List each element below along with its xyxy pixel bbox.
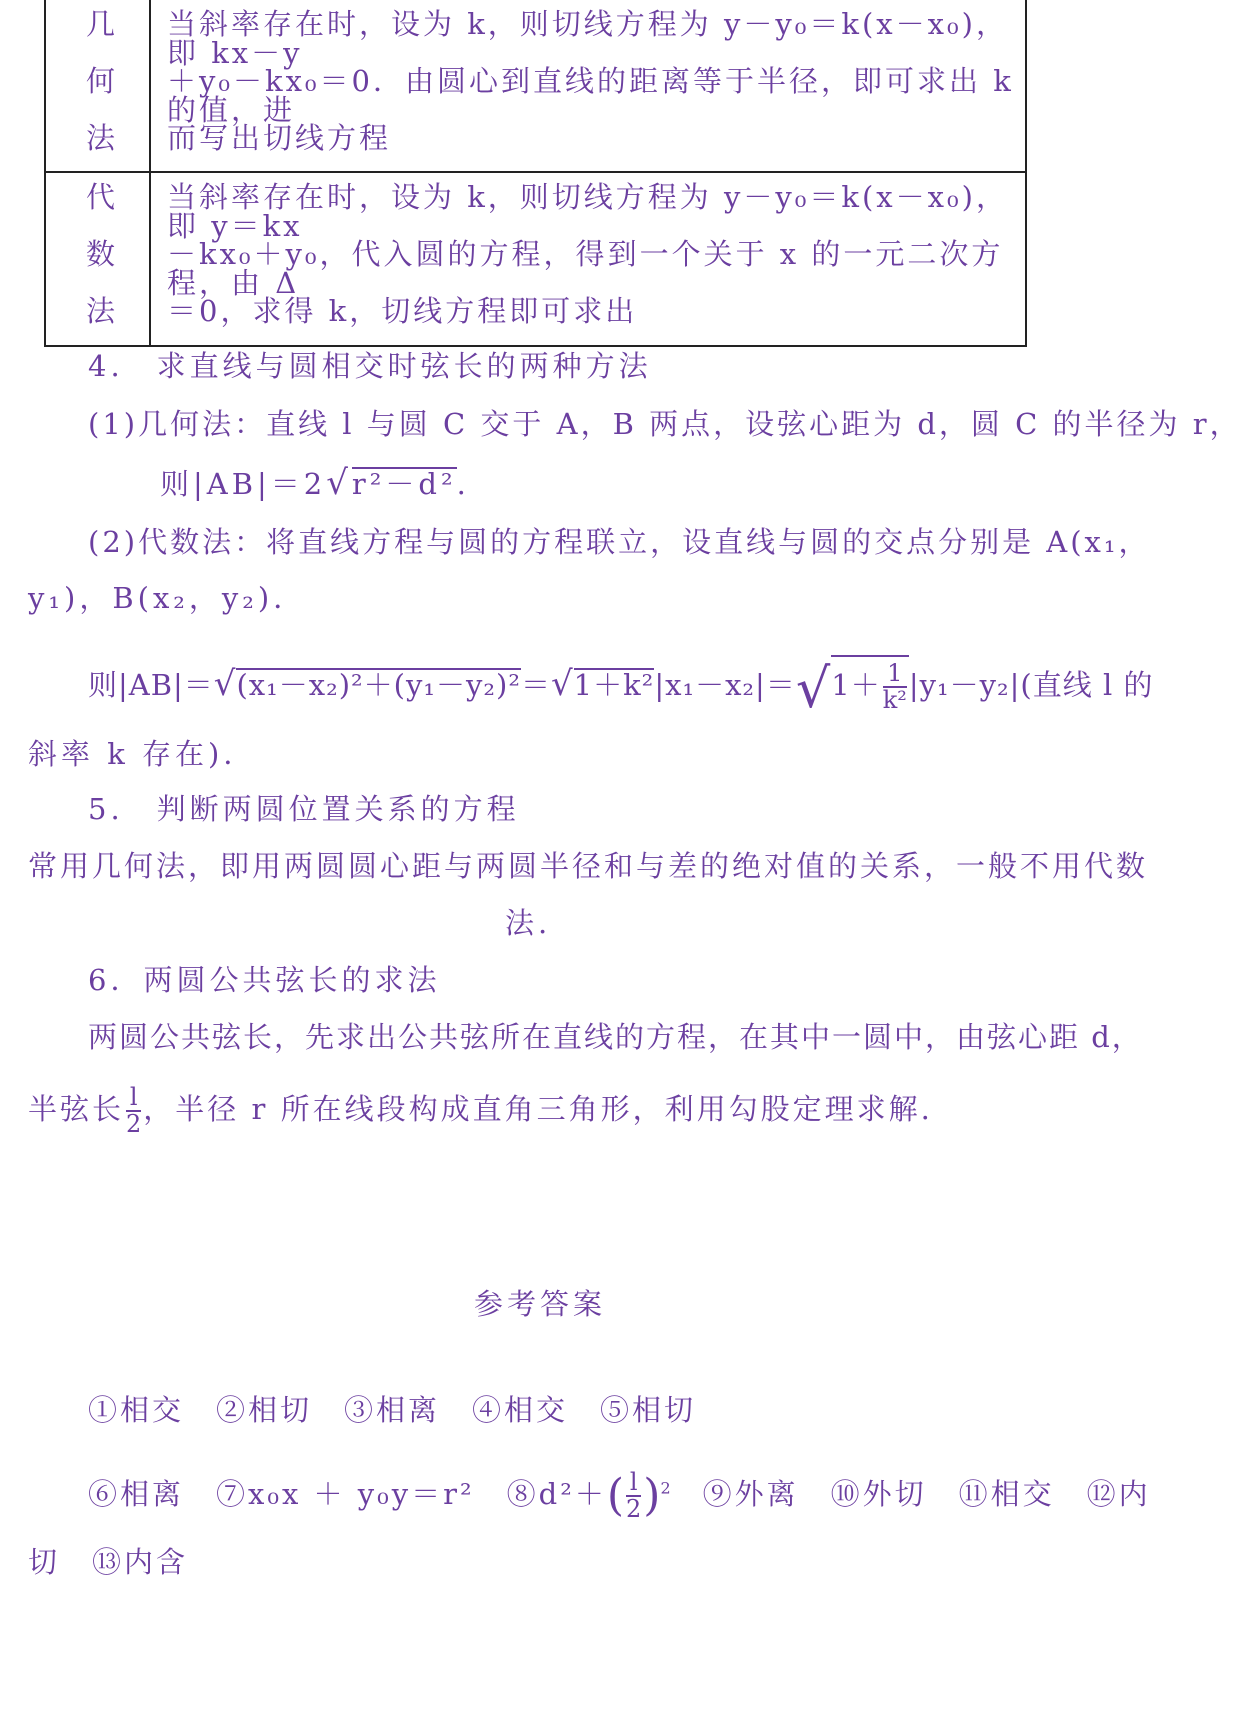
fraction-numerator: l xyxy=(626,1470,641,1497)
paragraph-line: 法. xyxy=(505,906,552,940)
formula-text: 1＋ xyxy=(831,668,881,703)
method-label-char: 几 xyxy=(86,7,116,41)
paragraph-line xyxy=(28,1085,933,1137)
paragraph-line: (1)几何法：直线 l 与圆 C 交于 A，B 两点，设弦心距为 d，圆 C 的半径为 r， xyxy=(88,407,1242,441)
section-heading: 6．两圆公共弦长的求法 xyxy=(88,963,441,997)
fraction-numerator: l xyxy=(126,1085,141,1112)
paragraph-line: 斜率 k 存在)． xyxy=(28,737,257,771)
formula-text: 则|AB|＝2 xyxy=(160,467,327,501)
answers-line: ⑥相离 ⑦x₀x ＋ y₀y＝r² ⑧d²＋( $\frac{l}{2}$ )$^2$ ⑨外离 ⑩外切 ⑪相交 ⑫内 xyxy=(88,1468,1151,1524)
formula-text: . xyxy=(456,467,470,501)
answers-line: ①相交 ②相切 ③相离 ④相交 ⑤相切 xyxy=(88,1393,697,1427)
fraction xyxy=(126,1085,141,1137)
method-label-char: 代 xyxy=(86,180,116,214)
table-cell-line: －kx₀＋y₀，代入圆的方程，得到一个关于 x 的一元二次方程，由 Δ xyxy=(167,237,1004,300)
formula-text: 半弦长 xyxy=(28,1092,125,1127)
table-cell-line: 当斜率存在时，设为 k，则切线方程为 y－y₀＝k(x－x₀)，即 kx－y xyxy=(167,7,1008,70)
fraction-numerator: 1 xyxy=(883,661,907,688)
answers-heading: 参考答案 xyxy=(473,1287,606,1321)
exponent: 2 xyxy=(660,1478,671,1498)
formula-text: 则|AB|＝ xyxy=(88,668,214,703)
table-cell-line: ＝0，求得 k，切线方程即可求出 xyxy=(167,294,638,328)
section-heading: 4. 求直线与圆相交时弦长的两种方法 xyxy=(88,349,652,383)
table-cell-line: 而写出切线方程 xyxy=(167,121,392,155)
table-cell-line: ＋y₀－kx₀＝0．由圆心到直线的距离等于半径，即可求出 k 的值，进 xyxy=(167,64,1014,127)
paragraph-line: 两圆公共弦长，先求出公共弦所在直线的方程，在其中一圆中，由弦心距 d， xyxy=(88,1020,1143,1054)
radical-content: r²－d² xyxy=(351,467,457,501)
table-cell-line: 当斜率存在时，设为 k，则切线方程为 y－y₀＝k(x－x₀)，即 y＝kx xyxy=(167,180,1008,243)
formula-text: ，半径 r 所在线段构成直角三角形，利用勾股定理求解. xyxy=(143,1092,933,1127)
paragraph-line: (2)代数法：将直线方程与圆的方程联立，设直线与圆的交点分别是 A(x₁， xyxy=(88,525,1151,559)
table-row-divider xyxy=(46,171,1025,173)
fraction-denominator: 2 xyxy=(626,1495,642,1524)
radical-content xyxy=(831,655,909,713)
method-label-char: 法 xyxy=(86,294,116,328)
radical-content: 1＋k² xyxy=(573,668,655,703)
tangent-method-table xyxy=(44,0,1027,347)
fraction xyxy=(626,1470,641,1522)
radical-content: (x₁－x₂)²＋(y₁－y₂)² xyxy=(236,668,521,703)
table-column-divider xyxy=(149,0,151,345)
method-label-char: 何 xyxy=(86,64,116,98)
paragraph-line: y₁)，B(x₂，y₂)． xyxy=(28,581,307,615)
method-label-char: 数 xyxy=(86,237,116,271)
method-label-char: 法 xyxy=(86,121,116,155)
fraction-denominator: k² xyxy=(882,686,907,715)
formula-text: ＝ xyxy=(520,668,551,703)
formula-line: 则|AB|＝√(x₁－x₂)²＋(y₁－y₂)²＝√1＋k²|x₁－x₂|＝√1＋ $\frac{1}{\text{k²}}$ |y₁－y₂|(直线 l 的 xyxy=(88,655,1153,716)
paragraph-line: 常用几何法，即用两圆圆心距与两圆半径和与差的绝对值的关系，一般不用代数 xyxy=(28,849,1149,883)
formula-text: ⑥相离 ⑦x₀x ＋ y₀y＝r² ⑧d²＋ xyxy=(88,1477,607,1512)
formula-text: ⑨外离 ⑩外切 ⑪相交 ⑫内 xyxy=(670,1477,1151,1512)
section-heading: 5. 判断两圆位置关系的方程 xyxy=(88,792,520,826)
formula-text: |y₁－y₂|(直线 l 的 xyxy=(908,668,1154,703)
fraction xyxy=(883,661,907,713)
formula-text: |x₁－x₂|＝ xyxy=(654,668,796,703)
answers-line: 切 ⑬内含 xyxy=(28,1545,189,1579)
formula-line: 则|AB|＝2√r²－d². xyxy=(160,463,470,503)
fraction-denominator: 2 xyxy=(126,1110,142,1139)
